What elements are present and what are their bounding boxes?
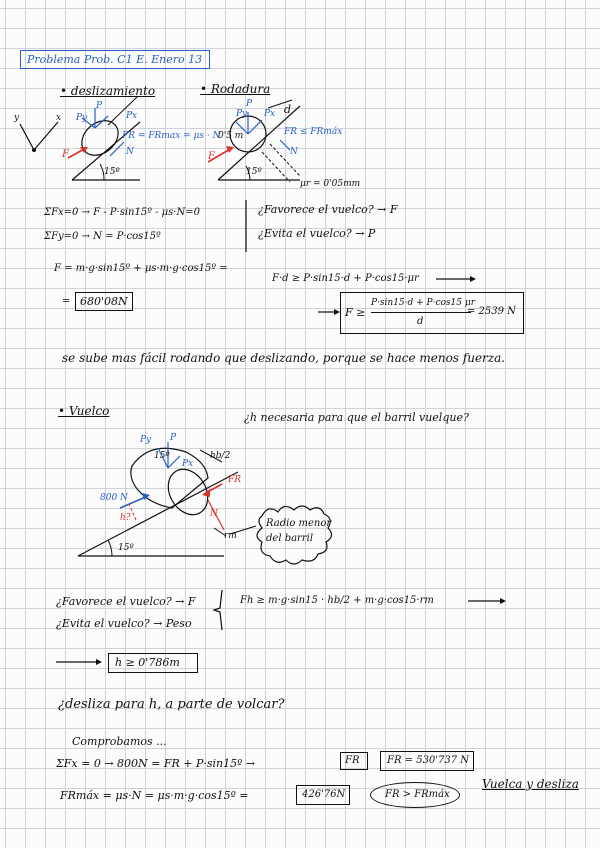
p-label-3: P [170,433,177,443]
slide-compare: Comprobamos ... [72,735,167,748]
axis-y-label: y [14,113,20,123]
slide-sum-fx: ΣFx = 0 → 800N = FR + P·sin15º → [56,757,256,770]
px-label-1: Px [126,111,138,121]
eq-sum-fy: ΣFy=0 → N = P·cos15º [44,231,161,242]
friction-label-2: FR ≤ FRmáx [284,127,343,137]
angle-label-2: 15º [246,167,262,177]
heading-rodadura: • Rodadura [200,82,271,96]
fr-max-eq: FRmáx = μs·N = μs·m·g·cos15º = [60,789,249,802]
py-label-1: Py [76,113,88,123]
compare-ellipse [370,782,460,808]
h-label: h? [120,513,131,523]
question-evita-2: ¿Evita el vuelco? → Peso [56,617,192,630]
vuelco-question: ¿h necesaria para que el barril vuelque? [244,411,469,424]
f-result: = 2539 N [467,306,516,317]
radius-label: 0'5 m [218,131,244,141]
angle-top-label: 15º [154,451,170,461]
fr-max-value: 426'76N [302,789,346,800]
d-label: d [284,103,292,116]
vuelco-ineq: Fh ≥ m·g·sin15 · hb/2 + m·g·cos15·rm [240,595,434,606]
eq-moment: F·d ≥ P·sin15·d + P·cos15·μr [272,273,419,284]
f-denominator: d [417,316,424,327]
h-result: h ≥ 0'786m [115,656,180,669]
fr-max-value-box [296,785,350,805]
n-label-3: N [210,509,218,519]
angle-label-1: 15º [104,167,120,177]
fr-label-3: FR [228,475,242,485]
compare-text: FR > FRmáx [385,789,450,800]
final-conclusion: Vuelca y desliza [482,777,579,791]
slide-question: ¿desliza para h, a parte de volcar? [58,697,285,712]
conclusion-text: se sube mas fácil rodando que deslizando, porque se hace menos fuerza. [62,351,506,365]
n-label-1: N [126,147,134,157]
h-result-box [108,653,198,673]
eq-sum-fx: ΣFx=0 → F - P·sin15º - μs·N=0 [44,207,200,218]
fr-box [340,752,368,770]
result1-value: 680'08N [80,295,128,308]
f-ineq-left: F ≥ [345,306,366,319]
heading-deslizamiento: • deslizamiento [60,84,156,98]
axis-x-label: x [56,113,62,123]
f-label-2: F [208,151,215,162]
fr-box-label: FR [345,755,360,766]
f-label-1: F [62,149,69,160]
angle-label-3: 15º [118,543,134,553]
f-numerator: P·sin15·d + P·cos15 μr [371,298,476,308]
py-label-2: Py [236,109,248,119]
fr-value: FR = 530'737 N [387,755,470,766]
px-label-3: Px [182,459,194,469]
rm-label: rm [224,531,237,541]
n-label-2: N [290,147,298,157]
heading-vuelco: • Vuelco [58,404,110,418]
fr-value-box [380,751,474,771]
p-label-1: P [96,101,103,111]
friction-label-1: FR = FRmax = μs · N [122,131,221,141]
question-favorece-2: ¿Favorece el vuelco? → F [56,595,196,608]
force-800n-label: 800 N [100,493,128,503]
question-favorece-1: ¿Favorece el vuelco? → F [258,203,398,216]
hb2-label: hb/2 [210,451,231,461]
cloud-text: Radio menor del barril [266,518,332,544]
eq-equals-sign: = [62,296,71,307]
question-evita-1: ¿Evita el vuelco? → P [258,227,376,240]
p-label-2: P [246,99,253,109]
px-label-2: Px [264,109,276,119]
eq-f: F = m·g·sin15º + μs·m·g·cos15º = [54,263,228,274]
page-title: Problema Prob. C1 E. Enero 13 [27,53,203,66]
py-label-3: Py [140,435,152,445]
mu-r-label: μr = 0'05mm [300,179,361,189]
